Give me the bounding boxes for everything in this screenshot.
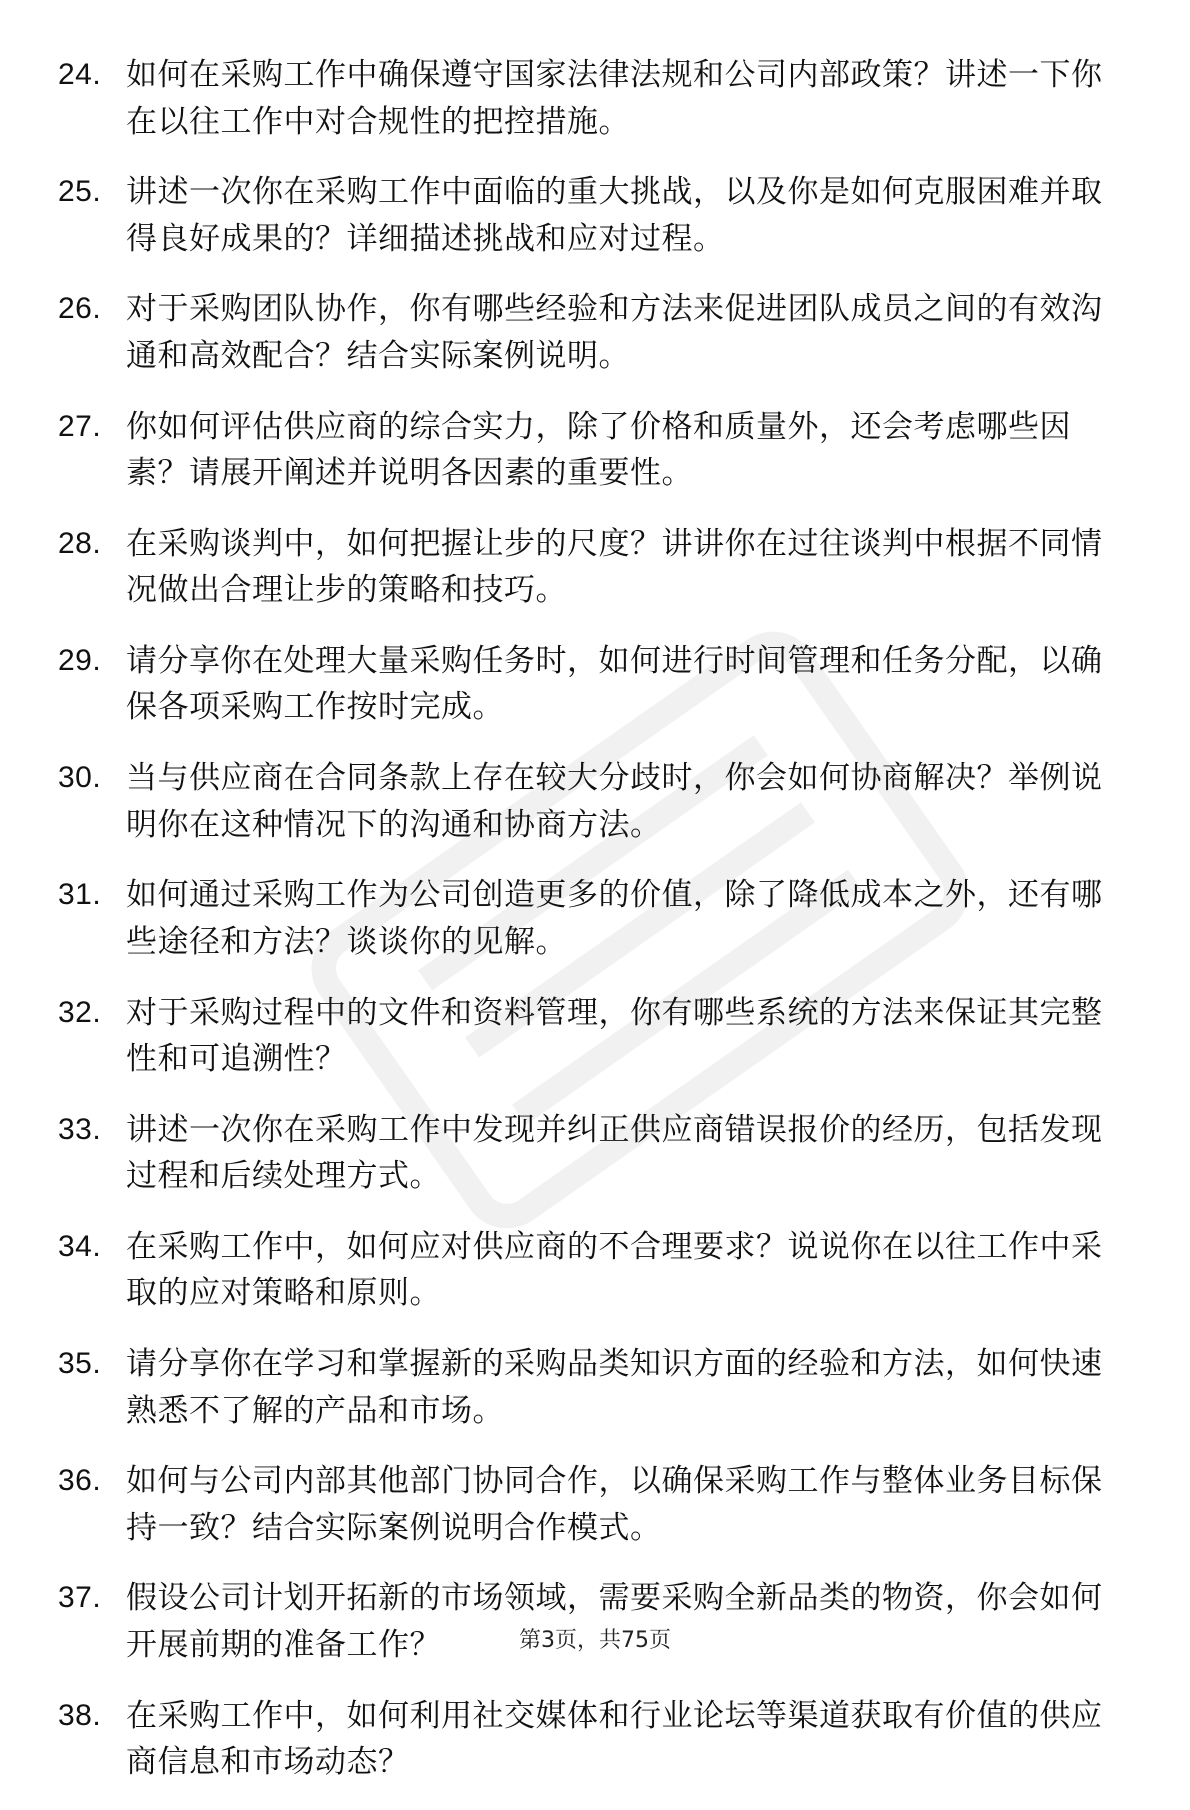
question-number: 24. bbox=[58, 58, 102, 91]
question-item bbox=[58, 52, 1128, 145]
question-number: 30. bbox=[58, 761, 102, 795]
question-item bbox=[58, 990, 1128, 1083]
question-number: 38. bbox=[58, 1698, 102, 1732]
question-list bbox=[58, 52, 1128, 1810]
question-text: 讲述一次你在采购工作中发现并纠正供应商错误报价的经历，包括发现过程和后续处理方式。 bbox=[126, 1111, 1103, 1195]
question-text: 对于采购过程中的文件和资料管理，你有哪些系统的方法来保证其完整性和可追溯性？ bbox=[126, 994, 1103, 1077]
question-text: 讲述一次你在采购工作中面临的重大挑战，以及你是如何克服困难并取得良好成果的？详细描述挑战和应对过程。 bbox=[126, 174, 1103, 257]
question-item bbox=[58, 1575, 1128, 1668]
question-number: 25. bbox=[58, 175, 102, 209]
question-text: 在采购谈判中，如何把握让步的尺度？讲讲你在过往谈判中根据不同情况做出合理让步的策略和技巧。 bbox=[126, 525, 1103, 609]
question-text: 对于采购团队协作，你有哪些经验和方法来促进团队成员之间的有效沟通和高效配合？结合实际案例说明。 bbox=[126, 291, 1103, 374]
question-text: 如何在采购工作中确保遵守国家法律法规和公司内部政策？讲述一下你在以往工作中对合规性的把控措施。 bbox=[126, 57, 1103, 140]
question-number: 35. bbox=[58, 1347, 102, 1381]
question-item bbox=[58, 1693, 1128, 1786]
question-text: 假设公司计划开拓新的市场领域，需要采购全新品类的物资，你会如何开展前期的准备工作？ bbox=[126, 1580, 1103, 1663]
question-number: 27. bbox=[58, 409, 102, 443]
question-item bbox=[58, 755, 1128, 848]
question-text: 你如何评估供应商的综合实力，除了价格和质量外，还会考虑哪些因素？请展开阐述并说明各因素的重要性。 bbox=[126, 408, 1071, 492]
question-text: 在采购工作中，如何利用社交媒体和行业论坛等渠道获取有价值的供应商信息和市场动态？ bbox=[126, 1697, 1103, 1781]
question-item bbox=[58, 521, 1128, 614]
page-footer: 第3页，共75页 bbox=[519, 1628, 671, 1653]
question-text: 如何与公司内部其他部门协同合作，以确保采购工作与整体业务目标保持一致？结合实际案例说明合作模式。 bbox=[126, 1463, 1103, 1546]
question-item bbox=[58, 1107, 1128, 1200]
question-number: 29. bbox=[58, 643, 102, 677]
question-item bbox=[58, 286, 1128, 379]
question-number: 34. bbox=[58, 1229, 102, 1263]
question-item bbox=[58, 638, 1128, 731]
question-number: 36. bbox=[58, 1464, 102, 1498]
question-item bbox=[58, 872, 1128, 965]
question-number: 37. bbox=[58, 1581, 102, 1615]
question-text: 当与供应商在合同条款上存在较大分歧时，你会如何协商解决？举例说明你在这种情况下的沟通和协商方法。 bbox=[126, 760, 1103, 843]
question-text: 在采购工作中，如何应对供应商的不合理要求？说说你在以往工作中采取的应对策略和原则。 bbox=[126, 1228, 1103, 1312]
question-item bbox=[58, 1224, 1128, 1317]
question-number: 31. bbox=[58, 878, 102, 912]
question-item bbox=[58, 1341, 1128, 1434]
question-item bbox=[58, 404, 1128, 497]
question-text: 如何通过采购工作为公司创造更多的价值，除了降低成本之外，还有哪些途径和方法？谈谈你的见解。 bbox=[126, 877, 1103, 960]
question-number: 28. bbox=[58, 526, 102, 560]
question-number: 33. bbox=[58, 1112, 102, 1146]
question-item bbox=[58, 169, 1128, 262]
question-text: 请分享你在处理大量采购任务时，如何进行时间管理和任务分配，以确保各项采购工作按时完成。 bbox=[126, 642, 1103, 726]
question-number: 26. bbox=[58, 292, 102, 326]
question-number: 32. bbox=[58, 995, 102, 1029]
question-item bbox=[58, 1458, 1128, 1551]
question-text: 请分享你在学习和掌握新的采购品类知识方面的经验和方法，如何快速熟悉不了解的产品和市场。 bbox=[126, 1346, 1103, 1429]
